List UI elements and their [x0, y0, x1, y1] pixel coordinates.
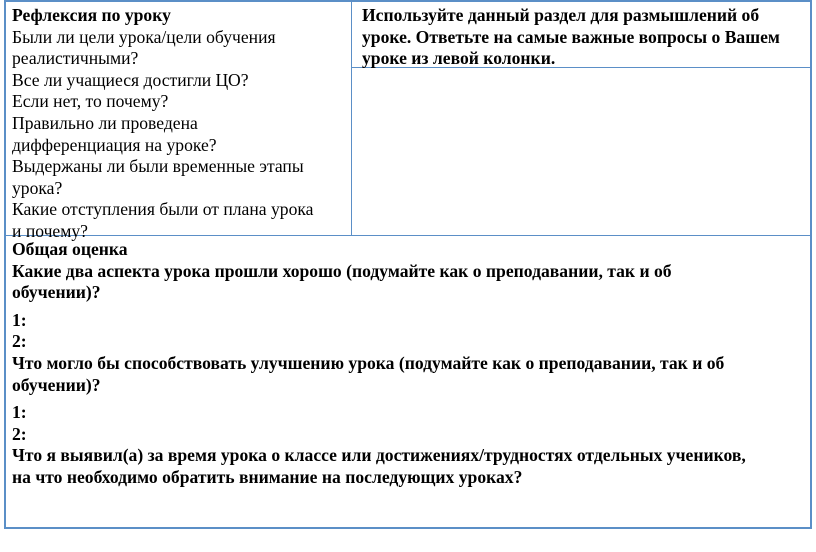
- question-1-line: Какие два аспекта урока прошли хорошо (подумайте как о преподавании, так и об: [12, 260, 672, 281]
- question-1-line: обучении)?: [12, 282, 101, 303]
- reflection-title: Рефлексия по уроку: [12, 5, 171, 25]
- answer-1-item-1: 1:: [12, 309, 27, 330]
- reflection-line: урока?: [12, 177, 63, 198]
- question-2-line: обучении)?: [12, 374, 101, 395]
- reflection-line: реалистичными?: [12, 48, 139, 69]
- instruction-line: уроке из левой колонки.: [362, 48, 556, 69]
- answer-1-item-2: 2:: [12, 331, 27, 352]
- reflection-line: Все ли учащиеся достигли ЦО?: [12, 69, 249, 90]
- question-3-line: на что необходимо обратить внимание на последующих уроках?: [12, 466, 523, 487]
- instruction-line: Используйте данный раздел для размышлений об: [362, 5, 760, 25]
- question-3-line: Что я выявил(а) за время урока о классе или достижениях/трудностях отдельных учеников,: [12, 445, 746, 466]
- reflection-line: Выдержаны ли были временные этапы: [12, 156, 304, 177]
- lesson-reflection-table: [4, 0, 812, 529]
- reflection-line: Какие отступления были от плана урока: [12, 199, 314, 220]
- reflection-line: Если нет, то почему?: [12, 91, 169, 112]
- instruction-line: уроке. Ответьте на самые важные вопросы о Вашем: [362, 26, 780, 47]
- question-2-line: Что могло бы способствовать улучшению урока (подумайте как о преподавании, так и об: [12, 352, 725, 373]
- summary-title: Общая оценка: [12, 239, 128, 259]
- reflection-line: Были ли цели урока/цели обучения: [12, 26, 276, 47]
- reflection-line: Правильно ли проведена: [12, 112, 198, 133]
- reflection-line: дифференциация на уроке?: [12, 134, 217, 155]
- answer-2-item-1: 1:: [12, 402, 27, 423]
- reflection-questions-cell: [6, 2, 352, 241]
- reflection-line: и почему?: [12, 220, 88, 241]
- instruction-cell: [352, 2, 810, 68]
- summary-cell: [6, 236, 810, 527]
- answer-2-item-2: 2:: [12, 423, 27, 444]
- reflection-answer-cell[interactable]: [352, 68, 810, 236]
